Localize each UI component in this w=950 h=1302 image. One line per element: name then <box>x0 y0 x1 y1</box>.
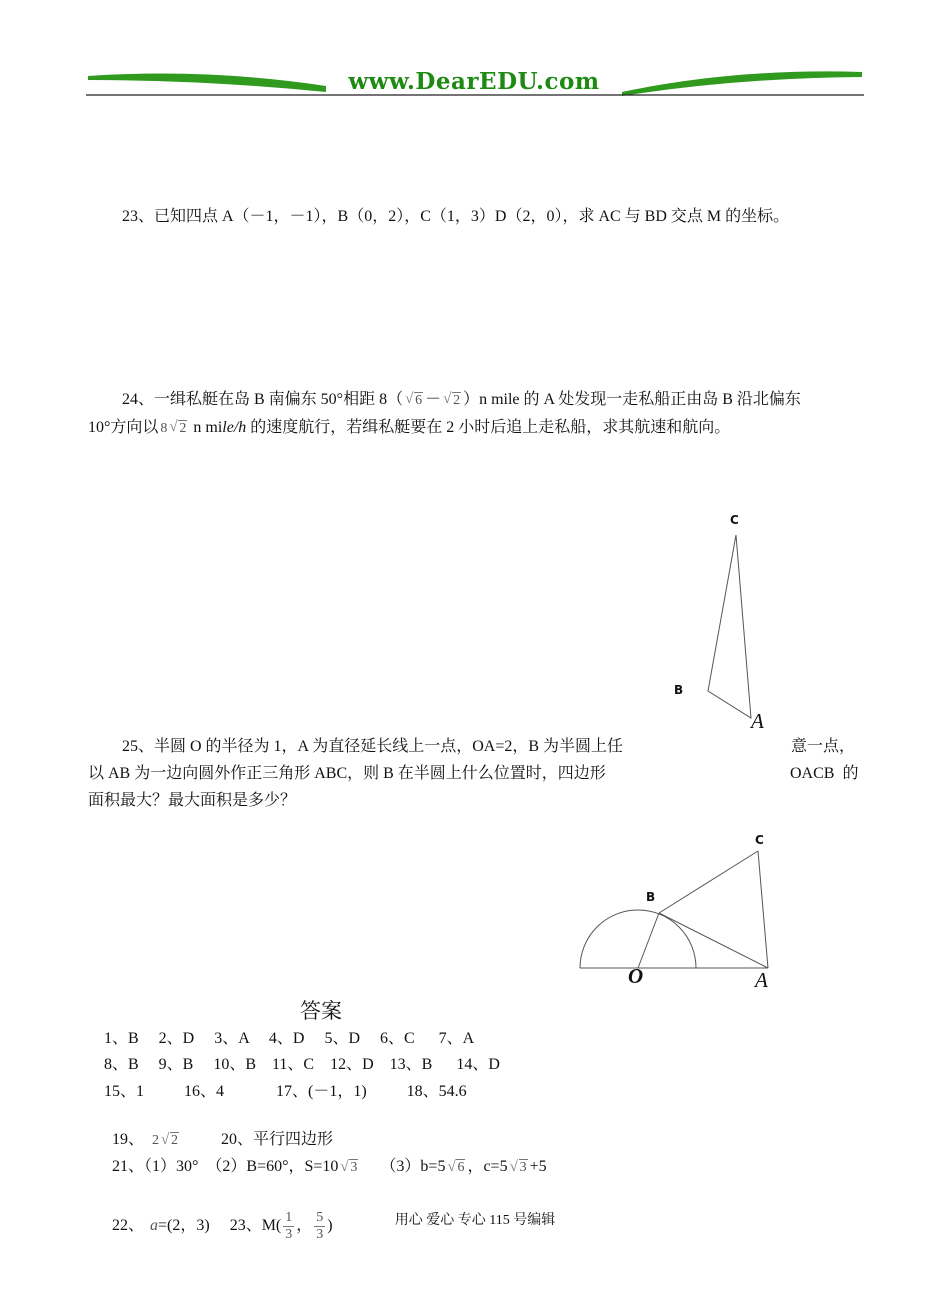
figure-semicircle <box>570 825 790 995</box>
label-b: B <box>646 890 656 904</box>
answer-text: ， <box>296 1217 313 1234</box>
question-25-line-1-left: 25、半圆 O 的半径为 1，A 为直径延长线上一点，OA=2，B 为半圆上任 <box>122 738 624 755</box>
fraction: $\frac{5}{3}$ <box>316 1209 324 1242</box>
answer-vector-a: a <box>150 1217 159 1234</box>
question-24-line-1 <box>122 386 898 414</box>
answer-text: 19、 <box>112 1131 145 1148</box>
sqrt-symbol: √ 6 <box>447 1156 465 1180</box>
header-banner <box>86 62 864 100</box>
question-25-line-3: 面积最大？最大面积是多少？ <box>88 792 297 809</box>
figure-triangle-abc <box>660 505 780 740</box>
answer-row-6 <box>104 1160 333 1248</box>
answer-text: 22、 <box>112 1217 145 1234</box>
footer-text: 用心 爱心 专心 115 号编辑 <box>394 1213 556 1228</box>
answer-text: =(2，3) 23、M( <box>158 1217 282 1234</box>
q24-minus: － <box>425 391 442 408</box>
q24-text-part: ）n mile 的 A 处发现一走私船正由岛 B 沿北偏东 <box>463 391 801 408</box>
label-o: O <box>628 964 644 988</box>
label-c: C <box>730 513 739 527</box>
answer-row-3: 15、1 16、4 17、(－1，1) 18、54.6 <box>104 1083 467 1100</box>
q24-text-part: 24、一缉私艇在岛 B 南偏东 50°相距 8（ <box>122 391 404 408</box>
q24-text-part: 10°方向以 <box>88 419 159 436</box>
answer-row-2: 8、B 9、B 10、B 11、C 12、D 13、B 14、D <box>104 1056 500 1073</box>
question-25-line-2-left: 以 AB 为一边向圆外作正三角形 ABC，则 B 在半圆上什么位置时，四边形 <box>88 765 606 782</box>
answer-coef: 2 <box>152 1133 160 1148</box>
answer-text: ，c=5 <box>467 1158 508 1175</box>
answer-text: +5 <box>529 1158 547 1175</box>
q24-text-part: n mi <box>189 419 223 436</box>
sqrt-symbol: √ 6 <box>405 387 423 414</box>
label-c: C <box>755 833 764 847</box>
question-23: 23、已知四点 A（－1，－1），B（0，2），C（1，3）D（2，0），求 AC 与 BD 交点 M 的坐标。 <box>122 208 790 225</box>
q24-text-part: 的速度航行，若缉私艇要在 2 小时后追上走私船，求其航速和航向。 <box>246 419 731 436</box>
sqrt-symbol: √ 3 <box>510 1156 528 1180</box>
q24-coef: 8 <box>160 421 168 436</box>
answer-row-1: 1、B 2、D 3、A 4、D 5、D 6、C 7、A <box>104 1030 475 1047</box>
answer-text: 20、平行四边形 <box>181 1131 334 1148</box>
question-25-line-2-right: OACB 的 <box>790 765 859 782</box>
answers-title: 答案 <box>300 999 342 1023</box>
label-a: A <box>751 709 764 733</box>
fraction: $\frac{1}{3}$ <box>285 1209 293 1242</box>
header-logo-text: www.DearEDU.com <box>348 68 600 95</box>
question-24-line-2 <box>88 414 864 442</box>
label-a: A <box>755 968 768 992</box>
triangle-lines <box>660 505 780 740</box>
label-b: B <box>674 683 684 697</box>
sqrt-symbol: √ 2 <box>169 415 187 442</box>
sqrt-symbol: √ 2 <box>161 1129 179 1153</box>
answer-text: ) <box>327 1217 333 1234</box>
q24-unit: le/h <box>222 419 247 436</box>
answer-text: （3）b=5 <box>360 1158 446 1175</box>
question-25-line-1-right: 意一点， <box>791 738 856 755</box>
sqrt-symbol: √ 3 <box>340 1156 358 1180</box>
answer-text: 21、（1）30° （2）B=60°，S=10 <box>112 1158 339 1175</box>
sqrt-symbol: √ 2 <box>443 387 461 414</box>
